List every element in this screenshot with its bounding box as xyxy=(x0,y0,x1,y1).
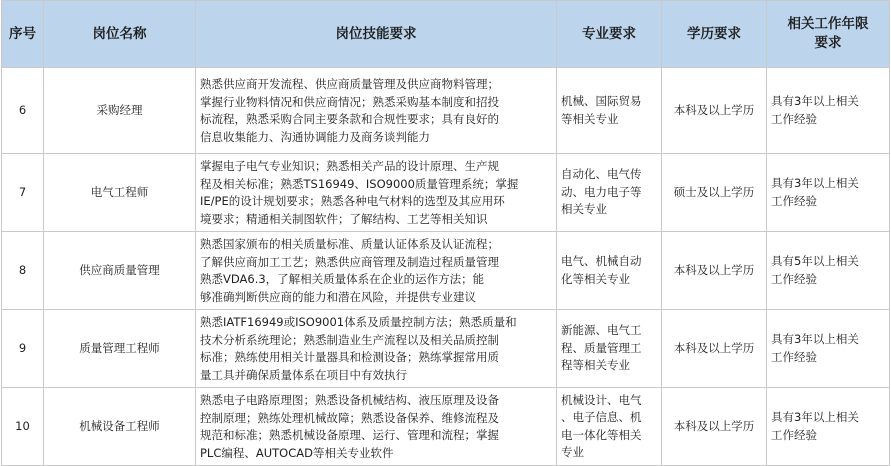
position-name: 机械设备工程师 xyxy=(44,388,196,466)
position-name: 质量管理工程师 xyxy=(44,310,196,388)
skill-line: 规范和标准；熟悉机械设备原理、运行、管理和流程；掌握 xyxy=(200,428,499,442)
experience-requirement xyxy=(767,154,890,232)
experience-line: 具有3年以上相关 xyxy=(771,94,859,108)
skill-line: 标流程，熟悉采购合同主要条款和合规性要求；具有良好的 xyxy=(200,112,499,126)
skill-requirements xyxy=(196,68,557,154)
education-requirement: 本科及以上学历 xyxy=(662,68,767,154)
skill-line: 熟悉IATF16949或ISO9001体系及质量控制方法；熟悉质量和 xyxy=(200,315,517,329)
header-no: 序号 xyxy=(2,1,44,68)
major-line: 机械设计、电气 xyxy=(561,392,642,407)
education-requirement: 硕士及以上学历 xyxy=(662,154,767,232)
table-header-row xyxy=(2,1,890,68)
skill-line: 掌握行业物料情况和供应商情况；熟悉采购基本制度和招投 xyxy=(200,94,499,109)
experience-requirement xyxy=(767,68,890,154)
major-line: 程等相关专业 xyxy=(561,358,630,373)
experience-requirement xyxy=(767,232,890,310)
header-skills: 岗位技能要求 xyxy=(196,1,557,68)
row-number: 9 xyxy=(2,310,44,388)
major-line: 程、质量管理工 xyxy=(561,340,642,355)
major-line: 等相关专业 xyxy=(561,111,619,126)
major-line: 、电子信息、机 xyxy=(561,410,642,424)
major-line: 电气、机械自动 xyxy=(561,254,642,268)
job-requirements-table xyxy=(1,0,890,466)
skill-line: 够准确判断供应商的能力和潜在风险，并提供专业建议 xyxy=(200,289,476,304)
skill-line: 熟悉VDA6.3，了解相关质量体系在企业的运作方法；能 xyxy=(200,272,485,286)
major-requirement xyxy=(557,388,662,466)
position-name: 供应商质量管理 xyxy=(44,232,196,310)
experience-requirement xyxy=(767,388,890,466)
skill-requirements xyxy=(196,388,557,466)
skill-line: 掌握电子电气专业知识；熟悉相关产品的设计原理、生产规 xyxy=(200,159,499,173)
major-line: 机械、国际贸易 xyxy=(561,94,642,108)
table-row xyxy=(2,388,890,466)
skill-requirements xyxy=(196,310,557,388)
major-requirement xyxy=(557,154,662,232)
table-row xyxy=(2,310,890,388)
skill-line: 控制原理；熟练处理机械故障；熟悉设备保养、维修流程及 xyxy=(200,410,499,425)
major-line: 相关专业 xyxy=(561,202,607,217)
experience-line: 工作经验 xyxy=(771,271,817,286)
header-position-name: 岗位名称 xyxy=(44,1,196,68)
header-education: 学历要求 xyxy=(662,1,767,68)
skill-line: 量工具并确保质量体系在项目中有效执行 xyxy=(200,367,407,382)
major-line: 电一体化等相关 xyxy=(561,427,642,442)
table-row xyxy=(2,232,890,310)
experience-line: 工作经验 xyxy=(771,427,817,442)
skill-line: 境要求；精通相关制图软件；了解结构、工艺等相关知识 xyxy=(200,211,488,226)
major-requirement xyxy=(557,310,662,388)
skill-line: 技术分析系统理论；熟悉制造业生产流程以及相关品质控制 xyxy=(200,332,499,347)
experience-line: 具有3年以上相关 xyxy=(771,332,859,346)
skill-line: 了解供应商加工工艺；熟悉供应商管理及制造过程质量管理 xyxy=(200,254,499,269)
experience-requirement xyxy=(767,310,890,388)
header-experience-line2: 要求 xyxy=(814,35,842,51)
education-requirement: 本科及以上学历 xyxy=(662,310,767,388)
skill-line: 程及相关标准；熟悉TS16949、ISO9000质量管理系统；掌握 xyxy=(200,176,519,191)
experience-line: 工作经验 xyxy=(771,111,817,126)
skill-line: PLC编程、AUTOCAD等相关专业软件 xyxy=(200,445,394,460)
major-requirement xyxy=(557,232,662,310)
skill-line: IE/PE的设计规划要求；熟悉各种电气材料的选型及其应用环 xyxy=(200,194,505,208)
skill-line: 熟悉供应商开发流程、供应商质量管理及供应商物料管理； xyxy=(200,77,499,91)
row-number: 7 xyxy=(2,154,44,232)
major-line: 新能源、电气工 xyxy=(561,323,642,338)
education-requirement: 本科及以上学历 xyxy=(662,232,767,310)
table-row xyxy=(2,154,890,232)
experience-line: 工作经验 xyxy=(771,193,817,208)
header-experience xyxy=(767,1,890,68)
header-experience-line1: 相关工作年限 xyxy=(787,16,869,32)
major-line: 专业 xyxy=(561,445,584,459)
position-name: 采购经理 xyxy=(44,68,196,154)
table-row xyxy=(2,68,890,154)
education-requirement: 本科及以上学历 xyxy=(662,388,767,466)
skill-line: 熟悉国家颁布的相关质量标准、质量认证体系及认证流程； xyxy=(200,237,499,251)
major-line: 化等相关专业 xyxy=(561,271,630,286)
major-requirement xyxy=(557,68,662,154)
header-major: 专业要求 xyxy=(557,1,662,68)
experience-line: 具有5年以上相关 xyxy=(771,254,859,268)
skill-line: 熟悉电子电路原理图；熟悉设备机械结构、液压原理及设备 xyxy=(200,393,499,407)
row-number: 10 xyxy=(2,388,44,466)
skill-requirements xyxy=(196,154,557,232)
experience-line: 具有3年以上相关 xyxy=(771,176,859,190)
experience-line: 工作经验 xyxy=(771,349,817,364)
skill-line: 信息收集能力、沟通协调能力及商务谈判能力 xyxy=(200,129,430,144)
position-name: 电气工程师 xyxy=(44,154,196,232)
row-number: 6 xyxy=(2,68,44,154)
skill-line: 标准；熟练使用相关计量器具和检测设备；熟练掌握常用质 xyxy=(200,350,499,364)
major-line: 自动化、电气传 xyxy=(561,167,642,182)
experience-line: 具有3年以上相关 xyxy=(771,410,859,424)
skill-requirements xyxy=(196,232,557,310)
major-line: 动、电力电子等 xyxy=(561,184,642,199)
row-number: 8 xyxy=(2,232,44,310)
